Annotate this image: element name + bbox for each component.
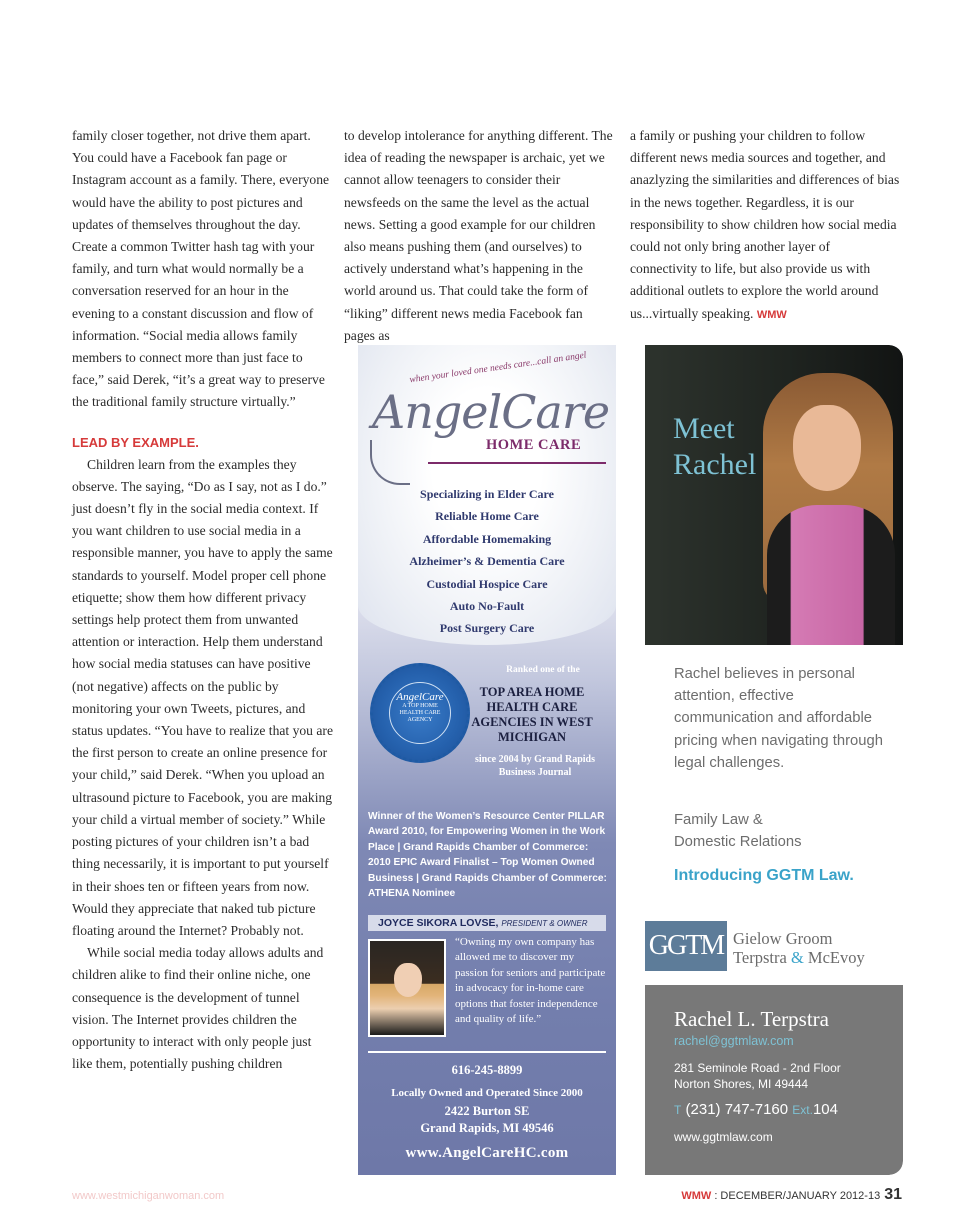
ad-phone[interactable]: 616-245-8899: [451, 1063, 523, 1077]
paragraph: [630, 125, 900, 326]
ext-label: Ext.: [792, 1103, 813, 1117]
tel-label: T: [674, 1103, 682, 1117]
service-item: Post Surgery Care: [439, 621, 535, 636]
owner-photo: [368, 939, 446, 1037]
email-link[interactable]: rachel@ggtmlaw.com: [674, 1034, 794, 1048]
paragraph: Children learn from the examples they observe. The saying, “Do as I say, not as I do.” just doesn’t fly in the social media context. If you want children to use social media in a responsible manner, you have to apply the same standards to yourself. Model proper cell phone etiquette; show them how different privacy settings help protect them from unwanted attention or interaction. Help them understand how social media statuses can have positive (not negative) affects on the public by monitoring your own Tweets, pictures, and status updates. “You have to realize that you are the first person to create an online presence for your child,” said Derek. “When you upload an ultrasound picture to Facebook, you are making your child a virtual member of society.” While posting pictures of your children isn’t a bad thing necessarily, it is important to put yourself in their shoes ten or fifteen years from now. Would they appreciate that naked tub picture floating around the Internet? Probably not.: [72, 456, 333, 938]
ad-locally-owned: Locally Owned and Operated Since 2000: [391, 1087, 583, 1099]
ad-address: [358, 1103, 616, 1137]
owner-quote: “Owning my own company has allowed me to discover my passion for seniors and participate in advocacy for in-home care options that foster independence and quality of life.”: [455, 936, 606, 1026]
service-item: Specializing in Elder Care: [420, 487, 554, 501]
paragraph-text: a family or pushing your children to follow different news media sources and together, and anazlyzing the similarities and differences of bias in the news together. Regardless, it is our responsibility to show children how social media could not only bring another layer of connectivity to life, but also provide us with additional outlets to explore the world around us...virtually speaking.: [630, 128, 900, 321]
footer-brand: WMW: [681, 1190, 712, 1202]
owner-face: [394, 963, 422, 997]
firm-name-line2: [733, 948, 865, 967]
owner-name: JOYCE SIKORA LOVSE,: [378, 917, 499, 929]
photo-body: [767, 505, 895, 645]
firm-name-part: Terpstra: [733, 948, 787, 967]
angelcare-logo: AngelCare: [372, 385, 610, 439]
practice-area: Domestic Relations: [674, 834, 802, 851]
service-item: Affordable Homemaking: [422, 531, 552, 546]
ext-number: 104: [812, 1101, 838, 1118]
attorney-name: Rachel L. Terpstra: [674, 1007, 829, 1031]
footer-site-url[interactable]: www.westmichiganwoman.com: [72, 1190, 225, 1202]
page-number: 31: [884, 1186, 902, 1203]
contact-panel: [645, 985, 903, 1175]
service-item: Custodial Hospice Care: [426, 576, 548, 591]
owner-title: PRESIDENT & OWNER: [501, 919, 588, 928]
seal-logo: AngelCare: [396, 691, 444, 703]
practice-areas: [674, 809, 801, 853]
footer-issue: [681, 1186, 902, 1204]
ad-city: Grand Rapids, MI 49546: [420, 1121, 554, 1135]
paragraph: to develop intolerance for anything different. The idea of reading the newspaper is archaic, yet we cannot allow teenagers to consider their newsfeeds on the same the level as the actual news. Setting a good example for our children also means pushing them (and ourselves) to actively understand what’s happening in the world around us. That could take the form of “liking” different news media Facebook fan pages as: [344, 128, 613, 343]
award-seal-icon: [370, 663, 470, 763]
article-column-3: [630, 125, 900, 326]
services-list: [358, 483, 616, 640]
section-heading: LEAD BY EXAMPLE.: [72, 434, 199, 450]
introducing-label: Introducing GGTM Law.: [674, 867, 854, 884]
awards-text: Winner of the Women’s Resource Center PILLAR Award 2010, for Empowering Women in the Work Place | Grand Rapids Chamber of Commerce: 2010 EPIC Award Finalist – Top Women Owned Business | Grand Rapids Chamber of Commerce: ATHENA Nominee: [368, 811, 607, 900]
firm-logo: [645, 921, 903, 985]
ggtm-advertisement[interactable]: [645, 345, 903, 1175]
ranked-label: Ranked one of the: [506, 665, 580, 675]
phone-line[interactable]: [674, 1101, 838, 1118]
seal-text: [389, 682, 451, 744]
firm-name: [733, 929, 865, 967]
ad-street: 2422 Burton SE: [444, 1104, 530, 1118]
ggtm-logo-mark: GGTM: [645, 921, 727, 971]
service-item: Auto No-Fault: [449, 599, 525, 614]
ad-body-text: Rachel believes in personal attention, effective communication and affordable pricing when navigating through legal challenges.: [674, 666, 883, 771]
divider: [368, 1051, 606, 1053]
rachel-photo: [645, 345, 903, 645]
ad-tagline: when your loved one needs care...call an angel: [408, 350, 588, 386]
website-link[interactable]: www.ggtmlaw.com: [674, 1130, 773, 1144]
footer-issue-date: : DECEMBER/JANUARY 2012-13: [714, 1190, 881, 1202]
tel-number: (231) 747-7160: [685, 1101, 789, 1118]
article-column-1: [72, 125, 334, 1075]
ad-website-link[interactable]: www.AngelCareHC.com: [405, 1145, 569, 1161]
paragraph: While social media today allows adults and children alike to find their online niche, one consequence is the development of tunnel vision. The Internet provides children the opportunity to interact with only people just like them, potentially pushing children: [72, 945, 324, 1072]
service-item: Reliable Home Care: [435, 509, 539, 524]
ampersand: &: [790, 948, 804, 967]
article-column-2: [344, 125, 616, 347]
practice-area: Family Law &: [674, 812, 763, 828]
owner-name-bar: [368, 915, 606, 931]
meet-word: Meet: [673, 412, 735, 445]
paragraph: family closer together, not drive them apart. You could have a Facebook fan page or Instagram account as a family. There, everyone would have the ability to post pictures and updates of themselves throughout the day. Create a common Twitter hash tag with your family, and turn what would normally be a conversation reserved for an hour in the evening to a constant discussion and flow of information. “Social media allows family members to connect more than just face to face,” said Derek, “it’s a great way to preserve the traditional family structure virtually.”: [72, 128, 330, 410]
seal-caption: A TOP HOME HEALTH CARE AGENCY: [399, 703, 441, 723]
ranking-source: since 2004 by Grand Rapids Business Journal: [474, 754, 596, 778]
angelcare-advertisement[interactable]: [358, 345, 616, 1175]
meet-rachel-heading: [673, 411, 756, 483]
service-item: Alzheimer’s & Dementia Care: [409, 554, 565, 569]
meet-name: Rachel: [673, 448, 757, 481]
firm-address: [674, 1060, 841, 1092]
ranking-title: TOP AREA HOME HEALTH CARE AGENCIES IN WEST MICHIGAN: [471, 685, 593, 744]
firm-name-part: McEvoy: [807, 948, 865, 967]
divider: [428, 462, 606, 464]
photo-face: [793, 405, 861, 491]
address-line: 281 Seminole Road - 2nd Floor: [674, 1061, 841, 1075]
firm-name-line1: Gielow Groom: [733, 929, 833, 948]
end-mark: WMW: [756, 308, 787, 321]
home-care-label: HOME CARE: [486, 437, 582, 453]
address-line: Norton Shores, MI 49444: [674, 1077, 809, 1091]
